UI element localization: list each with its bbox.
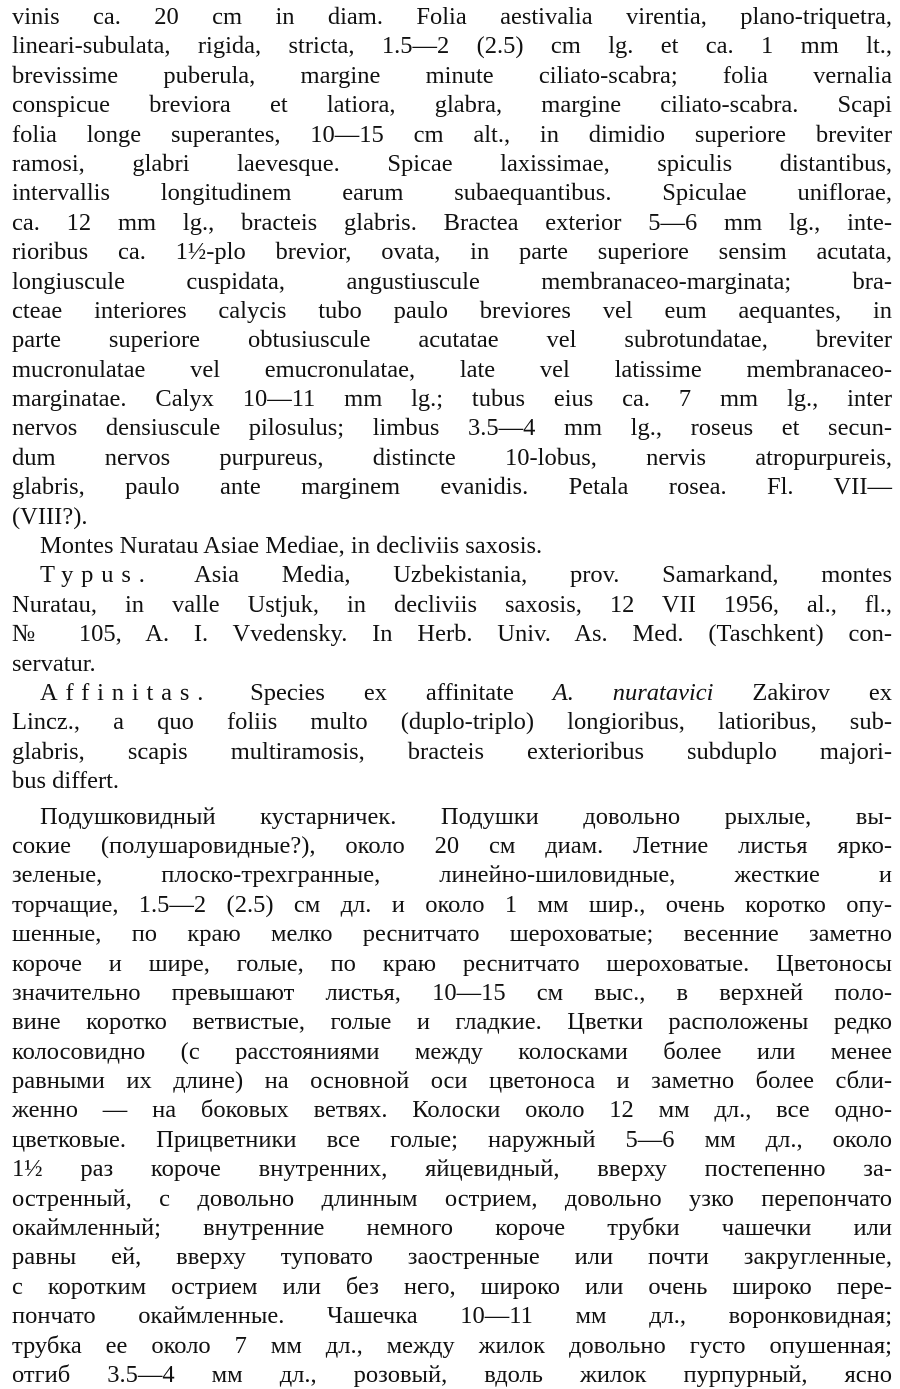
text-line: brevissime puberula, margine minute ciliato-scabra; folia vernalia [12, 61, 892, 89]
typus-text: Asia Media, Uzbekistania, prov. Samarkand, montes [194, 561, 892, 589]
text-line: glabris, scapis multiramosis, bracteis exterioribus subduplo majori- [12, 737, 892, 765]
text-line: dum nervos purpureus, distincte 10-lobus, nervis atropurpureis, [12, 443, 892, 471]
text-line: торчащие, 1.5—2 (2.5) см дл. и около 1 мм шир., очень коротко опу- [12, 890, 892, 918]
text-line: равными их длине) на основной оси цветоноса и заметно более сбли- [12, 1067, 892, 1095]
text-line: rioribus ca. 1½-plo brevior, ovata, in parte superiore sensim acutata, [12, 238, 892, 266]
text-line: folia longe superantes, 10—15 cm alt., in dimidio superiore breviter [12, 120, 892, 148]
text-line: mucronulatae vel emucronulatae, late vel latissime membranaceo- [12, 355, 892, 383]
text-line: marginatae. Calyx 10—11 mm lg.; tubus eius ca. 7 mm lg., inter [12, 385, 892, 413]
affinitas-text: Species ex affinitate [250, 678, 514, 706]
text-line: nervos densiuscule pilosulus; limbus 3.5—4 mm lg., roseus et secun- [12, 414, 892, 442]
text-line: значительно превышают листья, 10—15 см выс., в верхней поло- [12, 978, 892, 1006]
text-line: ca. 12 mm lg., bracteis glabris. Bractea exterior 5—6 mm lg., inte- [12, 208, 892, 236]
text-line: cteae interiores calycis tubo paulo breviores vel eum aequantes, in [12, 296, 892, 324]
text-line: lineari-subulata, rigida, stricta, 1.5—2 (2.5) cm lg. et ca. 1 mm lt., [12, 32, 892, 60]
text-line: остренный, с довольно длинным острием, довольно узко перепончато [12, 1184, 892, 1212]
russian-description [12, 802, 892, 1389]
text-line: короче и шире, голые, по краю реснитчато шероховатые. Цветоносы [12, 949, 892, 977]
text-line [12, 678, 892, 707]
text-line: ramosi, glabri laevesque. Spicae laxissimae, spiculis distantibus, [12, 149, 892, 177]
text-line [12, 560, 892, 589]
species-name: A. nuratavici [552, 678, 714, 706]
text-line: № 105, A. I. Vvedensky. In Herb. Univ. As. Med. (Taschkent) con- [12, 620, 892, 648]
text-line: vinis ca. 20 cm in diam. Folia aestivalia virentia, plano-triquetra, [12, 3, 892, 30]
text-line: трубка ее около 7 мм дл., между жилок довольно густо опушенная; [12, 1331, 892, 1359]
text-line: Подушковидный кустарничек. Подушки довольно рыхлые, вы- [40, 802, 892, 830]
typus-label: Typus. [40, 561, 153, 589]
document-page [12, 2, 892, 1389]
text-line: bus differt. [12, 767, 120, 795]
text-line: parte superiore obtusiuscule acutatae vel subrotundatae, breviter [12, 326, 892, 354]
affinitas-label: Affinitas. [39, 678, 212, 706]
affinitas-text: Zakirov ex [752, 678, 892, 706]
text-line: Nuratau, in valle Ustjuk, in decliviis saxosis, 12 VII 1956, al., fl., [12, 590, 892, 618]
text-line: пончато окаймленные. Чашечка 10—11 мм дл., воронковидная; [12, 1302, 892, 1330]
habitat-paragraph: Montes Nuratau Asiae Mediae, in decliviis saxosis. [40, 532, 543, 560]
text-line: longiuscule cuspidata, angustiuscule membranaceo-marginata; bra- [12, 267, 892, 295]
text-line: отгиб 3.5—4 мм дл., розовый, вдоль жилок пурпурный, ясно [12, 1360, 892, 1388]
text-line: окаймленный; внутренние немного короче трубки чашечки или [12, 1214, 892, 1242]
text-line: (VIII?). [12, 502, 88, 530]
text-line: равны ей, вверху туповато заостренные или почти закругленные, [12, 1243, 892, 1271]
text-line: колосовидно (с расстояниями между колосками более или менее [12, 1037, 892, 1065]
text-line: шенные, по краю мелко реснитчато шероховатые; весенние заметно [12, 920, 892, 948]
text-line: с коротким острием или без него, широко или очень широко пере- [12, 1272, 892, 1300]
text-line: 1½ раз короче внутренних, яйцевидный, вверху постепенно за- [12, 1155, 892, 1183]
text-line: Lincz., a quo foliis multo (duplo-triplo) longioribus, latioribus, sub- [12, 708, 892, 736]
text-line: вине коротко ветвистые, голые и гладкие. Цветки расположены редко [12, 1008, 892, 1036]
text-line: сокие (полушаровидные?), около 20 см диам. Летние листья ярко- [12, 831, 892, 859]
affinitas-paragraph [12, 678, 892, 796]
text-line: servatur. [12, 649, 96, 677]
text-line: зеленые, плоско-трехгранные, линейно-шиловидные, жесткие и [12, 861, 892, 889]
latin-description [12, 2, 892, 531]
text-line: intervallis longitudinem earum subaequantibus. Spiculae uniflorae, [12, 179, 892, 207]
text-line: женно — на боковых ветвях. Колоски около 12 мм дл., все одно- [12, 1096, 892, 1124]
text-line: glabris, paulo ante marginem evanidis. Petala rosea. Fl. VII— [12, 473, 892, 501]
text-line: conspicue breviora et latiora, glabra, margine ciliato-scabra. Scapi [12, 91, 892, 119]
typus-paragraph [12, 560, 892, 678]
text-line: цветковые. Прицветники все голые; наружный 5—6 мм дл., около [12, 1125, 892, 1153]
